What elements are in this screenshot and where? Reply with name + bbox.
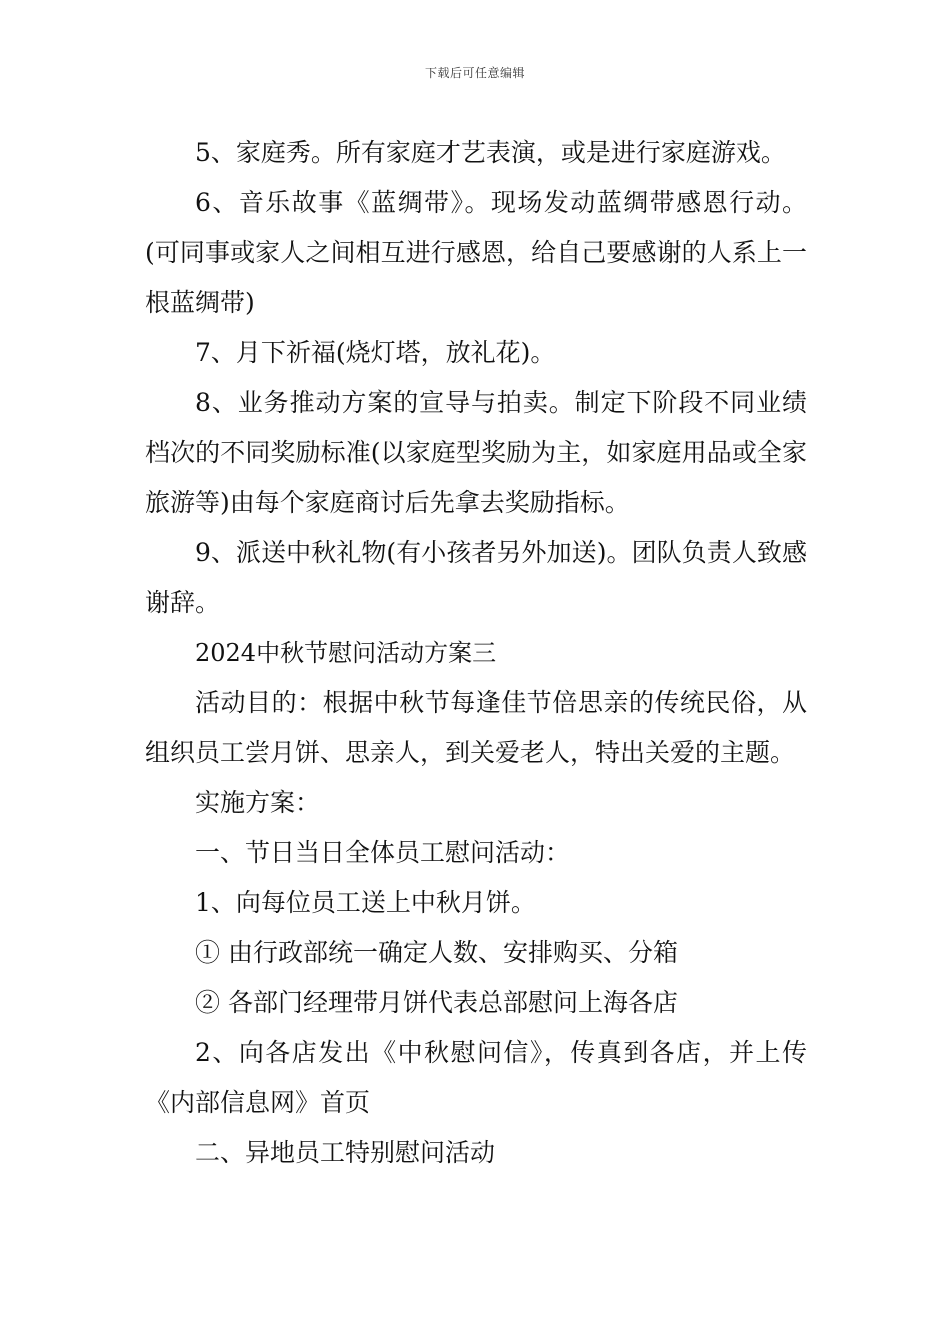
paragraph-mooncake-delivery: 1、向每位员工送上中秋月饼。 — [195, 888, 536, 917]
paragraph-section-two: 二、异地员工特别慰问活动 — [195, 1138, 496, 1167]
page-header-note: 下载后可任意编辑 — [424, 66, 525, 80]
paragraph-condolence-letter: 2、向各店发出《中秋慰问信》，传真到各店，并上传《内部信息网》首页 — [145, 1038, 807, 1117]
paragraph-activity-purpose: 活动目的：根据中秋节每逢佳节倍思亲的传统民俗，从组织员工尝月饼、思亲人，到关爱老人，特出关爱的主题。 — [145, 688, 807, 767]
paragraph-sub-item-two: ② 各部门经理带月饼代表总部慰问上海各店 — [195, 988, 678, 1017]
paragraph-item-7-moon-blessing: 7、月下祈福(烧灯塔，放礼花)。 — [195, 338, 556, 367]
paragraph-implementation-heading: 实施方案： — [195, 788, 321, 817]
paragraph-item-5-family-show: 5、家庭秀。所有家庭才艺表演，或是进行家庭游戏。 — [195, 138, 786, 167]
document-body — [145, 128, 807, 1178]
paragraph-item-6-music-story: 6、音乐故事《蓝绸带》。现场发动蓝绸带感恩行动。(可同事或家人之间相互进行感恩，给自己要感谢的人系上一根蓝绸带) — [145, 188, 807, 317]
paragraph-section-one: 一、节日当日全体员工慰问活动： — [195, 838, 571, 867]
section-title-plan-three: 2024中秋节慰问活动方案三 — [195, 639, 497, 667]
paragraph-item-8-business-promotion: 8、业务推动方案的宣导与拍卖。制定下阶段不同业绩档次的不同奖励标准(以家庭型奖励为主，如家庭用品或全家旅游等)由每个家庭商讨后先拿去奖励指标。 — [145, 388, 807, 517]
paragraph-item-9-gifts: 9、派送中秋礼物(有小孩者另外加送)。团队负责人致感谢辞。 — [145, 538, 807, 617]
paragraph-sub-item-one: ① 由行政部统一确定人数、安排购买、分箱 — [195, 938, 678, 967]
